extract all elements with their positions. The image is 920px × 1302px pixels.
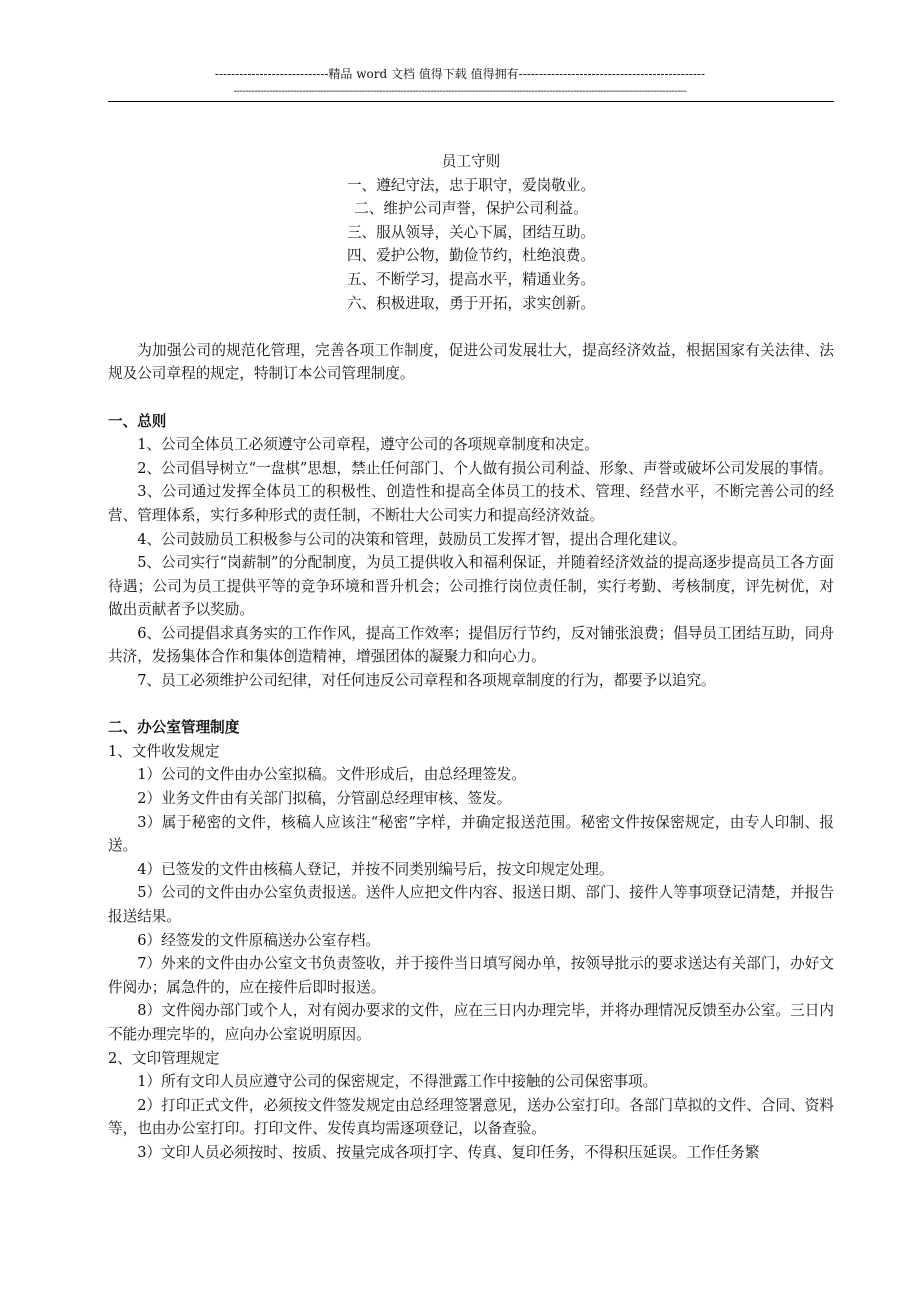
documents-item-4: 4）已签发的文件由核稿人登记，并按不同类别编号后，按文印规定处理。 (137, 860, 614, 878)
printing-item-2: 2）打印正式文件，必须按文件签发规定由总经理签署意见，送办公室打印。各部门草拟的文件、合同、资料等，也由办公室打印。打印文件、发传真均需逐项登记，以备查验。 (108, 1096, 834, 1138)
principle-6: 六、积极进取，勇于开拓，求实创新。 (346, 294, 596, 312)
documents-item-5: 5）公司的文件由办公室负责报送。送件人应把文件内容、报送日期、部门、接件人等事项登记清楚，并报告报送结果。 (108, 884, 834, 925)
principle-1: 一、遵纪守法，忠于职守，爱岗敬业。 (346, 176, 596, 194)
principle-2: 二、维护公司声誉，保护公司利益。 (354, 200, 588, 218)
doc-title: 员工守则 (441, 153, 501, 170)
documents-item-6: 6）经签发的文件原稿送办公室存档。 (137, 931, 380, 949)
general-item-7: 7、员工必须维护公司纪律，对任何违反公司章程和各项规章制度的行为，都要予以追究。 (137, 672, 716, 690)
header-banner: ----------------------------精品 word 文档 值得下载 值得拥有---------------------------------------------- (214, 67, 706, 81)
documents-item-1: 1）公司的文件由办公室拟稿。文件形成后，由总经理签发。 (137, 766, 526, 784)
printing-item-1: 1）所有文印人员应遵守公司的保密规定，不得泄露工作中接触的公司保密事项。 (137, 1073, 658, 1091)
general-item-1: 1、公司全体员工必须遵守公司章程，遵守公司的各项规章制度和决定。 (137, 436, 599, 454)
header-dashes: -------------------------------------------------------------------------------------------------------------------------------------------------------- (233, 86, 687, 97)
general-item-6: 6、公司提倡求真务实的工作作风，提高工作效率；提倡厉行节约，反对铺张浪费；倡导员工团结互助，同舟共济，发扬集体合作和集体创造精神，增强团体的凝聚力和向心力。 (108, 624, 834, 666)
principle-5: 五、不断学习，提高水平，精通业务。 (346, 270, 596, 288)
principle-4: 四、爱护公物，勤俭节约，杜绝浪费。 (346, 247, 596, 265)
header-rule (108, 101, 834, 102)
document-body (108, 150, 834, 1165)
section-heading-general: 一、总则 (108, 412, 167, 430)
general-item-5: 5、公司实行“岗薪制”的分配制度，为员工提供收入和福利保证，并随着经济效益的提高逐步提高员工各方面待遇；公司为员工提供平等的竞争环境和晋升机会；公司推行岗位责任制，实行考勤、考核制度，评先树优，对做出贡献者予以奖励。 (108, 554, 834, 619)
intro-paragraph: 为加强公司的规范化管理，完善各项工作制度，促进公司发展壮大，提高经济效益，根据国家有关法律、法规及公司章程的规定，特制订本公司管理制度。 (108, 341, 834, 383)
documents-item-2: 2）业务文件由有关部门拟稿，分管副总经理审核、签发。 (137, 790, 512, 808)
documents-item-8: 8）文件阅办部门或个人，对有阅办要求的文件，应在三日内办理完毕，并将办理情况反馈至办公室。三日内不能办理完毕的，应向办公室说明原因。 (108, 1002, 834, 1043)
section-heading-office: 二、办公室管理制度 (108, 719, 240, 737)
general-item-2: 2、公司倡导树立“一盘棋”思想，禁止任何部门、个人做有损公司利益、形象、声誉或破坏公司发展的事情。 (137, 459, 833, 477)
subsection-title-printing: 2、文印管理规定 (108, 1049, 220, 1067)
subsection-title-documents: 1、文件收发规定 (108, 742, 220, 760)
general-item-3: 3、公司通过发挥全体员工的积极性、创造性和提高全体员工的技术、管理、经营水平，不断完善公司的经营、管理体系，实行多种形式的责任制，不断壮大公司实力和提高经济效益。 (108, 483, 834, 524)
documents-item-7: 7）外来的文件由办公室文书负责签收，并于接件当日填写阅办单，按领导批示的要求送达有关部门，办好文件阅办；属急件的，应在接件后即时报送。 (108, 955, 834, 996)
documents-item-3: 3）属于秘密的文件，核稿人应该注“秘密”字样，并确定报送范围。秘密文件按保密规定，由专人印制、报送。 (108, 813, 834, 855)
principle-3: 三、服从领导，关心下属，团结互助。 (346, 223, 596, 241)
printing-item-3: 3）文印人员必须按时、按质、按量完成各项打字、传真、复印任务，不得积压延误。工作任务繁 (137, 1143, 760, 1161)
general-item-4: 4、公司鼓励员工积极参与公司的决策和管理，鼓励员工发挥才智，提出合理化建议。 (137, 530, 687, 548)
